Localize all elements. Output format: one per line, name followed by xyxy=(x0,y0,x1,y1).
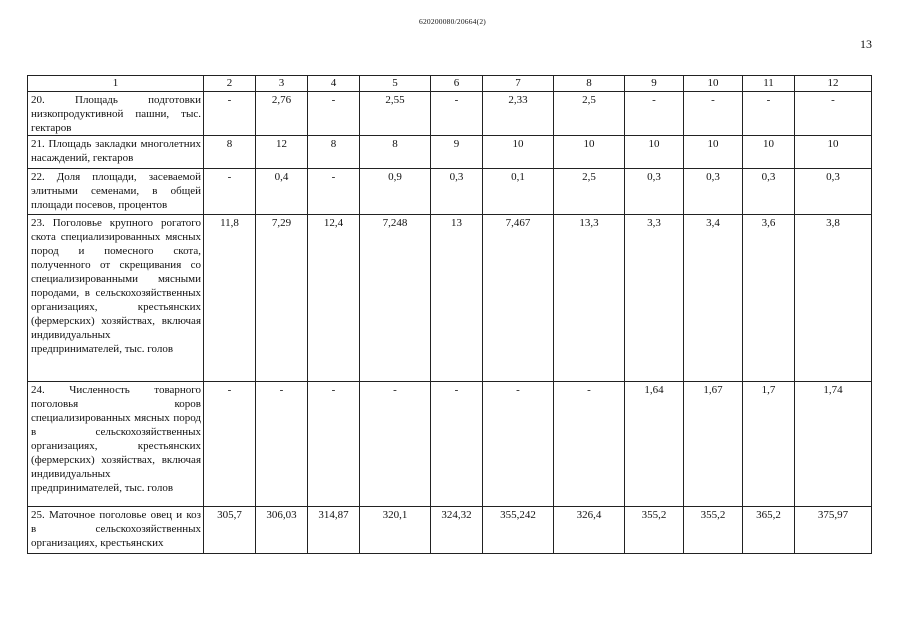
table-cell: 2,5 xyxy=(554,92,625,136)
table-cell: 10 xyxy=(795,136,872,169)
table-cell: 8 xyxy=(204,136,256,169)
table-cell: 0,3 xyxy=(625,169,684,215)
column-header: 11 xyxy=(743,76,795,92)
column-header: 8 xyxy=(554,76,625,92)
table-cell: 375,97 xyxy=(795,507,872,554)
table-cell: 365,2 xyxy=(743,507,795,554)
table-cell: - xyxy=(625,92,684,136)
table-cell: - xyxy=(204,382,256,507)
table-cell: 1,7 xyxy=(743,382,795,507)
table-cell: 8 xyxy=(308,136,360,169)
table-cell: 2,5 xyxy=(554,169,625,215)
table-cell: 9 xyxy=(431,136,483,169)
table-cell: 12 xyxy=(256,136,308,169)
document-code: 620200080/20664(2) xyxy=(419,17,486,26)
table-row xyxy=(28,507,872,554)
table-cell: 3,4 xyxy=(684,215,743,382)
table-cell: 1,67 xyxy=(684,382,743,507)
table-cell: - xyxy=(204,169,256,215)
table-row xyxy=(28,136,872,169)
table-cell: 7,467 xyxy=(483,215,554,382)
row-label: 21. Площадь закладки многолетних насаждений, гектаров xyxy=(28,136,204,169)
table-cell: 3,3 xyxy=(625,215,684,382)
table-cell: 324,32 xyxy=(431,507,483,554)
table-cell: 3,6 xyxy=(743,215,795,382)
column-header: 6 xyxy=(431,76,483,92)
column-header: 10 xyxy=(684,76,743,92)
table-cell: 2,55 xyxy=(360,92,431,136)
table-row xyxy=(28,382,872,507)
column-header: 7 xyxy=(483,76,554,92)
table-cell: 2,33 xyxy=(483,92,554,136)
column-header: 9 xyxy=(625,76,684,92)
table-cell: 0,3 xyxy=(431,169,483,215)
table-cell: - xyxy=(431,92,483,136)
table-row xyxy=(28,92,872,136)
table-cell: - xyxy=(308,169,360,215)
table-cell: 0,4 xyxy=(256,169,308,215)
table-cell: 13 xyxy=(431,215,483,382)
row-label: 23. Поголовье крупного рогатого скота специализированных мясных пород и помесного скота, полученного от скрещивания со специализированными мясными породами, в сельскохозяйственных организациях, крестьянских (фермерских) хозяйствах, включая индивидуальных предпринимателей, тыс. голов xyxy=(28,215,204,382)
table-cell: - xyxy=(743,92,795,136)
table-cell: 0,1 xyxy=(483,169,554,215)
table-cell: 1,64 xyxy=(625,382,684,507)
table-cell: 0,3 xyxy=(743,169,795,215)
table-cell: - xyxy=(483,382,554,507)
column-header: 4 xyxy=(308,76,360,92)
table-cell: 1,74 xyxy=(795,382,872,507)
page-number: 13 xyxy=(860,37,872,51)
table-cell: 320,1 xyxy=(360,507,431,554)
table-cell: 10 xyxy=(554,136,625,169)
table-cell: 326,4 xyxy=(554,507,625,554)
table-cell: 10 xyxy=(483,136,554,169)
table-cell: 11,8 xyxy=(204,215,256,382)
row-label: 22. Доля площади, засеваемой элитными семенами, в общей площади посевов, процентов xyxy=(28,169,204,215)
table-cell: 305,7 xyxy=(204,507,256,554)
table-cell: 10 xyxy=(684,136,743,169)
table-cell: 10 xyxy=(625,136,684,169)
table-row xyxy=(28,215,872,382)
column-header: 2 xyxy=(204,76,256,92)
table-cell: - xyxy=(256,382,308,507)
table-cell: - xyxy=(554,382,625,507)
table-cell: - xyxy=(360,382,431,507)
table-cell: 355,2 xyxy=(625,507,684,554)
row-label: 24. Численность товарного поголовья коров специализированных мясных пород в сельскохозяйственных организациях, крестьянских (фермерских) хозяйствах, включая индивидуальных предпринимателей, тыс. голов xyxy=(28,382,204,507)
table-cell: - xyxy=(308,92,360,136)
table-cell: 13,3 xyxy=(554,215,625,382)
table-cell: - xyxy=(795,92,872,136)
column-header: 3 xyxy=(256,76,308,92)
column-header: 12 xyxy=(795,76,872,92)
indicators-table xyxy=(27,75,872,554)
table-cell: 2,76 xyxy=(256,92,308,136)
table-cell: 7,248 xyxy=(360,215,431,382)
table-cell: - xyxy=(204,92,256,136)
table-cell: 306,03 xyxy=(256,507,308,554)
table-cell: 10 xyxy=(743,136,795,169)
row-label: 20. Площадь подготовки низкопродуктивной пашни, тыс. гектаров xyxy=(28,92,204,136)
table-cell: 355,2 xyxy=(684,507,743,554)
column-header: 1 xyxy=(28,76,204,92)
row-label: 25. Маточное поголовье овец и коз в сельскохозяйственных организациях, крестьянских xyxy=(28,507,204,554)
table-cell: 0,9 xyxy=(360,169,431,215)
table-cell: - xyxy=(431,382,483,507)
header-row xyxy=(28,76,872,92)
table-cell: 7,29 xyxy=(256,215,308,382)
column-header: 5 xyxy=(360,76,431,92)
table-cell: - xyxy=(308,382,360,507)
table-row xyxy=(28,169,872,215)
table-cell: - xyxy=(684,92,743,136)
table-cell: 12,4 xyxy=(308,215,360,382)
table-cell: 314,87 xyxy=(308,507,360,554)
table-cell: 355,242 xyxy=(483,507,554,554)
table-cell: 3,8 xyxy=(795,215,872,382)
table-cell: 8 xyxy=(360,136,431,169)
table-cell: 0,3 xyxy=(684,169,743,215)
table-cell: 0,3 xyxy=(795,169,872,215)
